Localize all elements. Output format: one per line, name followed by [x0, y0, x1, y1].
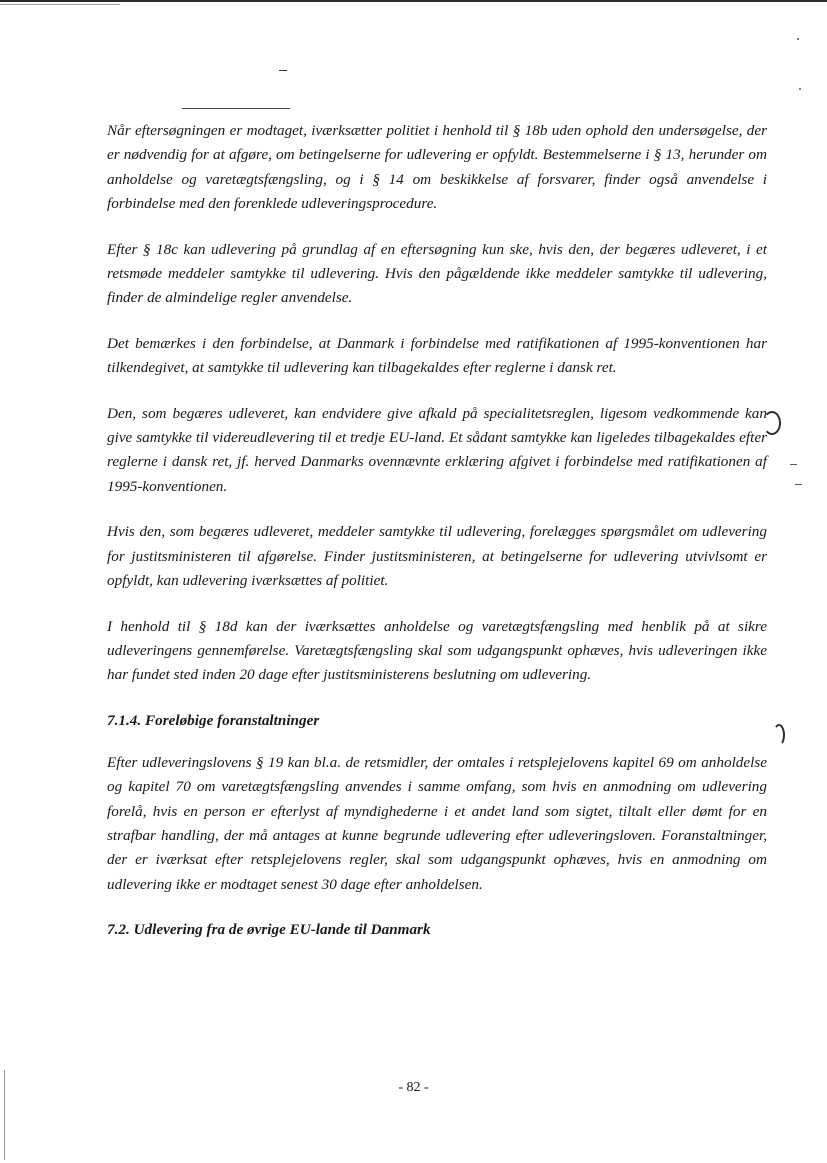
section-title: Udlevering fra de øvrige EU-lande til Danmark: [133, 921, 431, 939]
paragraph: I henhold til § 18d kan der iværksættes anholdelse og varetægtsfængsling med henblik på at sikre udleveringens gennemførelse. Varetægtsfængsling skal som udgangspunkt ophæves, hvis udleveringen ikke har fundet sted inden 20 dage efter justitsministerens beslutning om udlevering.: [107, 617, 767, 684]
scan-dot: [799, 88, 801, 90]
scan-dash: [795, 484, 802, 485]
section-title: Foreløbige foranstaltninger: [144, 711, 320, 729]
scan-mark: [279, 70, 287, 71]
section-number: 7.2.: [107, 921, 130, 939]
section-heading: [107, 918, 767, 942]
document-body: [107, 119, 767, 960]
paragraph: Efter § 18c kan udlevering på grundlag af en eftersøgning kun ske, hvis den, der begæres udleveret, i et retsmøde meddeler samtykke til udlevering. Hvis den pågældende ikke meddeler samtykke til udlevering, finder de almindelige regler anvendelse.: [107, 240, 767, 307]
page-number: - 82 -: [398, 1080, 429, 1095]
paragraph: Efter udleveringslovens § 19 kan bl.a. de retsmidler, der omtales i retsplejelovens kapitel 69 om anholdelse og kapitel 70 om varetægtsfængsling anvendes i samme omfang, som hvis en anmodning om udlevering forelå, hvis en person er efterlyst af myndighederne i et andet land som sigtet, tiltalt eller dømt for en strafbar handling, der må antages at kunne begrunde udlevering efter udleveringsloven. Foranstaltninger, der er iværksat efter retsplejelovens regler, skal som udgangspunkt ophæves, hvis en anmodning om udlevering ikke er modtaget senest 30 dage efter anholdelsen.: [107, 753, 767, 893]
section-number: 7.1.4.: [107, 711, 142, 729]
paragraph: Hvis den, som begæres udleveret, meddeler samtykke til udlevering, forelægges spørgsmålet om udlevering for justitsministeren til afgørelse. Finder justitsministeren, at betingelserne for udlevering utvivlsomt er opfyldt, kan udlevering iværksættes af politiet.: [107, 523, 767, 590]
paragraph: Det bemærkes i den forbindelse, at Danmark i forbindelse med ratifikationen af 1995-konventionen har tilkendegivet, at samtykke til udlevering kan tilbagekaldes efter reglerne i dansk ret.: [107, 334, 767, 377]
paragraph: Når eftersøgningen er modtaget, iværksætter politiet i henhold til § 18b uden ophold den undersøgelse, der er nødvendig for at afgøre, om betingelserne for udlevering er opfyldt. Bestemmelserne i § 13, herunder om anholdelse og varetægtsfængsling, og i § 14 om beskikkelse af forsvarer, finder også anvendelse i forbindelse med den forenklede udleveringsprocedure.: [107, 122, 767, 213]
punch-hole-mark: [773, 724, 785, 746]
paragraph: Den, som begæres udleveret, kan endvidere give afkald på specialitetsreglen, ligesom vedkommende kan give samtykke til videreudlevering til et tredje EU-land. Et sådant samtykke kan ligeledes tilbagekaldes efter reglerne i dansk ret, jf. herved Danmarks ovennævnte erklæring afgivet i forbindelse med ratifikationen af 1995-konventionen.: [107, 404, 767, 495]
top-border-rule: [0, 0, 827, 4]
top-border-rule-thin: [0, 4, 120, 5]
scan-dash: [790, 464, 797, 465]
footnote-separator-rule: [182, 108, 290, 109]
section-heading: [107, 709, 767, 733]
scan-dot: [797, 38, 799, 40]
